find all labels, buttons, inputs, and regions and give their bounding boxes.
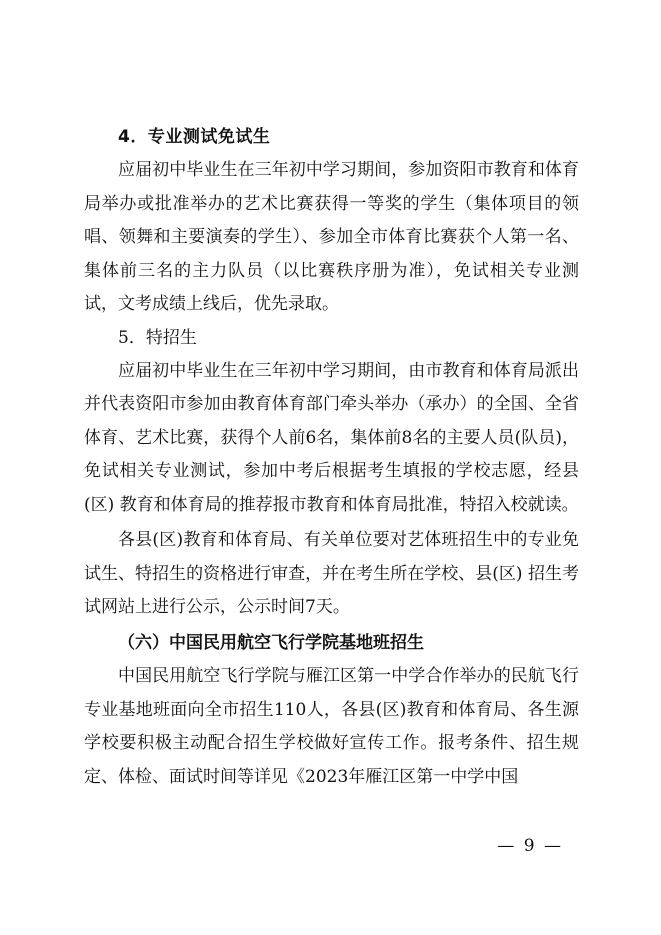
page-number: — 9 — [497,836,563,856]
document-body [84,127,579,796]
heading-exempt-students: 4．专业测试免试生 [118,127,271,147]
paragraph-exempt-students: 应届初中毕业生在三年初中学习期间，参加资阳市教育和体育局举办或批准举办的艺术比赛获得一等奖的学生（集体项目的领唱、领舞和主要演奏的学生）、参加全市体育比赛获个人第一名、集体前三名的主力队员（以比赛秩序册为准），免试相关专业测试，文考成绩上线后，优先录取。 [84,160,579,314]
paragraph-special-admission: 应届初中毕业生在三年初中学习期间，由市教育和体育局派出并代表资阳市参加由教育体育部门牵头举办（承办）的全国、全省体育、艺术比赛，获得个人前6名，集体前8名的主要人员(队员)，免试相关专业测试，参加中考后根据考生填报的学校志愿，经县(区) 教育和体育局的推荐报市教育和体育局批准，特招入校就读。 [84,360,579,515]
section-heading-aviation: （六）中国民用航空飞行学院基地班招生 [118,632,424,653]
paragraph-aviation-class: 中国民用航空飞行学院与雁江区第一中学合作举办的民航飞行专业基地班面向全市招生110人，各县(区)教育和体育局、各生源学校要积极主动配合招生学校做好宣传工作。报考条件、招生规定、体检、面试时间等详见《2023年雁江区第一中学中国 [84,666,579,787]
heading-special-admission: 5．特招生 [118,327,197,348]
paragraph-qualification-review: 各县(区)教育和体育局、有关单位要对艺体班招生中的专业免试生、特招生的资格进行审查，并在考生所在学校、县(区) 招生考试网站上进行公示，公示时间7天。 [84,530,579,617]
